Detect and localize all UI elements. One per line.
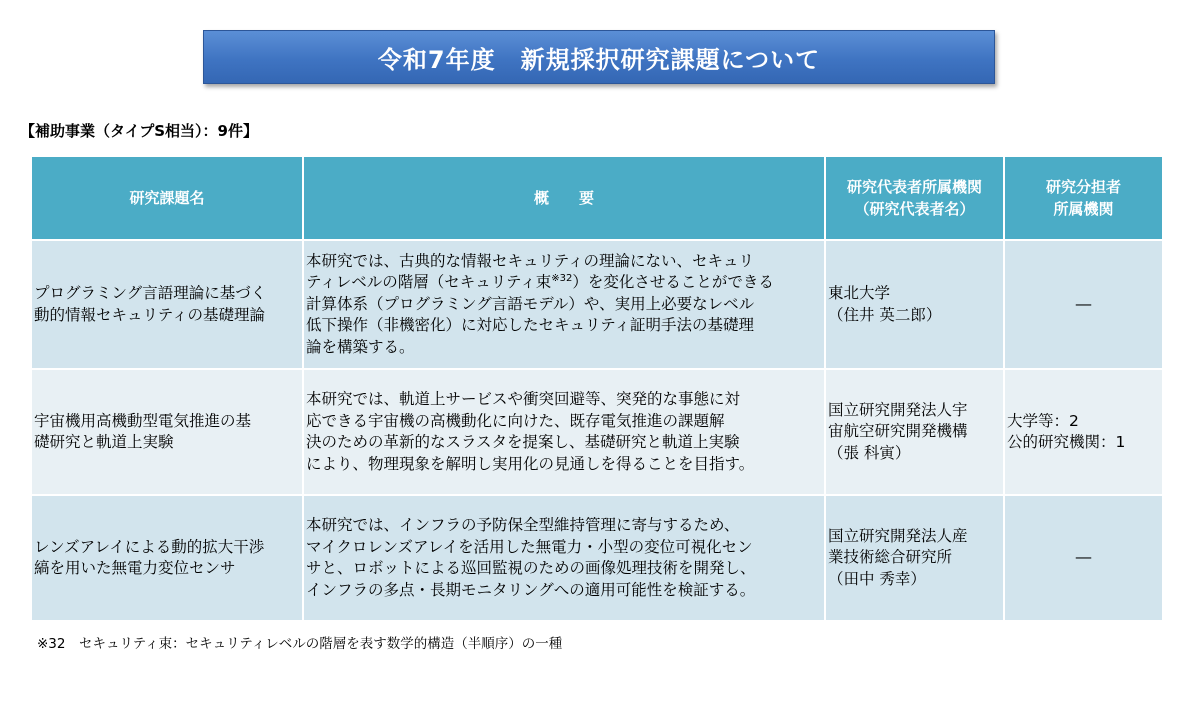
row3-summary	[304, 496, 824, 620]
footnote-ref: ※32	[551, 273, 573, 285]
row1-pi	[826, 241, 1003, 368]
row3-topic	[32, 496, 302, 620]
row3-co-line: ―	[1075, 548, 1092, 567]
row1-summary-line: 低下操作（非機密化）に対応したセキュリティ証明手法の基礎理	[306, 316, 754, 335]
table-header-row	[32, 157, 1162, 239]
row2-summary	[304, 370, 824, 494]
table-row	[32, 241, 1162, 368]
row3-co	[1005, 496, 1162, 620]
header-co-line2: 所属機関	[1053, 200, 1114, 218]
row2-pi-line: 宙航空研究開発機構	[828, 422, 968, 441]
row1-pi-line: （住井 英二郎）	[828, 305, 942, 324]
row3-pi-line: 国立研究開発法人産	[828, 526, 968, 545]
row3-summary-line: マイクロレンズアレイを活用した無電力・小型の変位可視化セン	[306, 537, 753, 556]
row3-summary-line: 本研究では、インフラの予防保全型維持管理に寄与するため、	[306, 516, 740, 534]
row1-summary-line: 計算体系（プログラミング言語モデル）や、実用上必要なレベル	[306, 294, 755, 313]
row2-co-line: 大学等：2	[1007, 411, 1079, 430]
row1-summary	[304, 241, 824, 368]
row2-summary-line: 応できる宇宙機の高機動化に向けた、既存電気推進の課題解	[306, 411, 725, 430]
projects-table	[30, 155, 1164, 622]
row3-summary-line: インフラの多点・長期モニタリングへの適用可能性を検証する。	[306, 580, 756, 599]
row2-pi-line: （張 科寅）	[828, 443, 911, 462]
row1-pi-line: 東北大学	[828, 284, 891, 302]
row2-co-line: 公的研究機関：1	[1007, 433, 1126, 451]
header-pi	[826, 157, 1003, 239]
header-topic: 研究課題名	[32, 157, 302, 239]
row3-pi-line: 業技術総合研究所	[828, 548, 953, 567]
footnote: ※32 セキュリティ束：セキュリティレベルの階層を表す数学的構造（半順序）の一種	[37, 636, 563, 652]
row1-topic	[32, 241, 302, 368]
row2-topic-line: 礎研究と軌道上実験	[34, 433, 174, 451]
row3-pi	[826, 496, 1003, 620]
page-title: 令和7年度 新規採択研究課題について	[203, 30, 995, 84]
header-summary: 概 要	[304, 157, 824, 239]
row2-summary-line: 本研究では、軌道上サービスや衝突回避等、突発的な事態に対	[306, 390, 741, 408]
row3-topic-line: 縞を用いた無電力変位センサ	[34, 559, 236, 577]
row1-topic-line: プログラミング言語理論に基づく	[34, 284, 267, 302]
row3-summary-line: サと、ロボットによる巡回監視のための画像処理技術を開発し、	[306, 559, 756, 577]
header-pi-line2: （研究代表者名）	[854, 200, 975, 218]
row3-topic-line: レンズアレイによる動的拡大干渉	[34, 537, 265, 556]
section-subheading: 【補助事業（タイプS相当）：9件】	[20, 122, 258, 140]
row2-summary-line: により、物理現象を解明し実用化の見通しを得ることを目指す。	[306, 454, 755, 473]
header-co	[1005, 157, 1162, 239]
row1-co	[1005, 241, 1162, 368]
row2-pi	[826, 370, 1003, 494]
row2-topic-line: 宇宙機用高機動型電気推進の基	[34, 411, 252, 430]
table-row	[32, 370, 1162, 494]
row1-summary-line: 論を構築する。	[306, 337, 415, 356]
row3-pi-line: （田中 秀幸）	[828, 569, 926, 588]
row1-summary-line: ティレベルの階層（セキュリティ束$^{※32}$）を変化させることができる	[306, 273, 774, 292]
row2-pi-line: 国立研究開発法人宇	[828, 400, 968, 419]
row1-co-line: ―	[1075, 294, 1092, 313]
row2-summary-line: 決のための革新的なスラスタを提案し、基礎研究と軌道上実験	[306, 433, 740, 451]
row1-summary-line: 本研究では、古典的な情報セキュリティの理論にない、セキュリ	[306, 251, 754, 270]
row1-topic-line: 動的情報セキュリティの基礎理論	[34, 305, 265, 324]
header-co-line1: 研究分担者	[1045, 178, 1121, 196]
header-pi-line1: 研究代表者所属機関	[846, 178, 982, 196]
table-row	[32, 496, 1162, 620]
row2-topic	[32, 370, 302, 494]
row2-co	[1005, 370, 1162, 494]
